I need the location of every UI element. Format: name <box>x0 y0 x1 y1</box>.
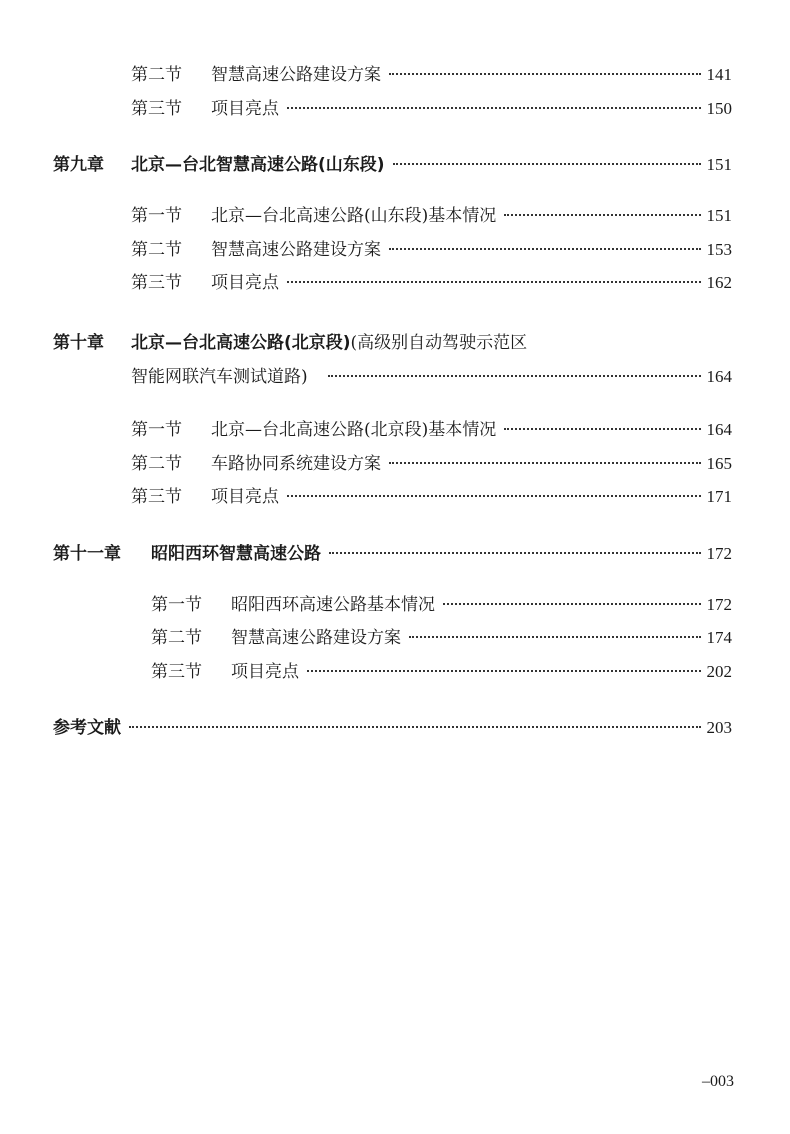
page-number: 151 <box>706 206 732 225</box>
toc-chapter-entry[interactable] <box>0 154 732 176</box>
dot-leader <box>307 670 701 672</box>
chapter-title: 北京—台北智慧高速公路(山东段) <box>131 155 385 175</box>
page-number: 165 <box>706 454 732 473</box>
chapter-label: 第九章 <box>53 155 104 175</box>
toc-entry[interactable] <box>0 627 732 649</box>
toc-references-entry[interactable] <box>0 717 732 739</box>
section-label: 第一节 <box>131 206 182 226</box>
section-title: 北京—台北高速公路(北京段)基本情况 <box>211 420 497 440</box>
page-number: 153 <box>706 240 732 259</box>
dot-leader <box>409 636 701 638</box>
section-label: 第二节 <box>151 628 202 648</box>
toc-entry[interactable] <box>0 64 732 86</box>
section-label: 第一节 <box>131 420 182 440</box>
section-title: 项目亮点 <box>211 99 279 119</box>
page-number: 171 <box>706 487 732 506</box>
toc-entry[interactable] <box>0 239 732 261</box>
section-title: 智慧高速公路建设方案 <box>231 628 401 648</box>
references-label: 参考文献 <box>53 718 121 738</box>
toc-entry[interactable] <box>0 419 732 441</box>
dot-leader <box>389 73 701 75</box>
page-number: 150 <box>706 99 732 118</box>
dot-leader <box>287 495 701 497</box>
toc-entry[interactable] <box>0 486 732 508</box>
page-number: 203 <box>706 718 732 737</box>
toc-chapter-entry-line2[interactable] <box>0 366 732 388</box>
section-title: 昭阳西环高速公路基本情况 <box>231 595 435 615</box>
page-number: 164 <box>706 367 732 386</box>
toc-entry[interactable] <box>0 98 732 120</box>
page-number: 174 <box>706 628 732 647</box>
toc-chapter-entry[interactable] <box>0 543 732 565</box>
toc-entry[interactable] <box>0 453 732 475</box>
section-label: 第三节 <box>131 273 182 293</box>
section-label: 第二节 <box>131 240 182 260</box>
dot-leader <box>389 248 701 250</box>
dot-leader <box>287 107 701 109</box>
toc-chapter-entry-line1[interactable] <box>53 332 527 354</box>
section-title: 车路协同系统建设方案 <box>211 454 381 474</box>
section-title: 项目亮点 <box>231 662 299 682</box>
chapter-label: 第十章 <box>53 333 104 353</box>
chapter-label: 第十一章 <box>53 544 121 564</box>
toc-entry[interactable] <box>0 661 732 683</box>
dot-leader <box>329 552 701 554</box>
dot-leader <box>328 375 701 377</box>
dot-leader <box>504 214 700 216</box>
chapter-title-plain: (高级别自动驾驶示范区 <box>350 333 528 353</box>
toc-entry[interactable] <box>0 272 732 294</box>
section-label: 第二节 <box>131 65 182 85</box>
section-label: 第三节 <box>151 662 202 682</box>
page-number: 141 <box>706 65 732 84</box>
dot-leader <box>287 281 701 283</box>
chapter-title-continued: 智能网联汽车测试道路) <box>131 367 308 387</box>
section-label: 第二节 <box>131 454 182 474</box>
page-number: 172 <box>706 544 732 563</box>
section-title: 项目亮点 <box>211 487 279 507</box>
section-label: 第三节 <box>131 487 182 507</box>
section-title: 北京—台北高速公路(山东段)基本情况 <box>211 206 497 226</box>
dot-leader <box>504 428 700 430</box>
section-label: 第一节 <box>151 595 202 615</box>
page-number: 202 <box>706 662 732 681</box>
section-title: 智慧高速公路建设方案 <box>211 65 381 85</box>
dot-leader <box>389 462 701 464</box>
section-title: 项目亮点 <box>211 273 279 293</box>
page-number: 172 <box>706 595 732 614</box>
page-number: 164 <box>706 420 732 439</box>
chapter-title: 昭阳西环智慧高速公路 <box>151 544 321 564</box>
dot-leader <box>129 726 701 728</box>
toc-entry[interactable] <box>0 594 732 616</box>
section-title: 智慧高速公路建设方案 <box>211 240 381 260</box>
section-label: 第三节 <box>131 99 182 119</box>
dot-leader <box>443 603 701 605</box>
toc-entry[interactable] <box>0 205 732 227</box>
page-folio: –003 <box>702 1073 734 1090</box>
chapter-title-bold: 北京—台北高速公路(北京段) <box>131 333 351 353</box>
page-number: 151 <box>706 155 732 174</box>
dot-leader <box>393 163 701 165</box>
page-number: 162 <box>706 273 732 292</box>
